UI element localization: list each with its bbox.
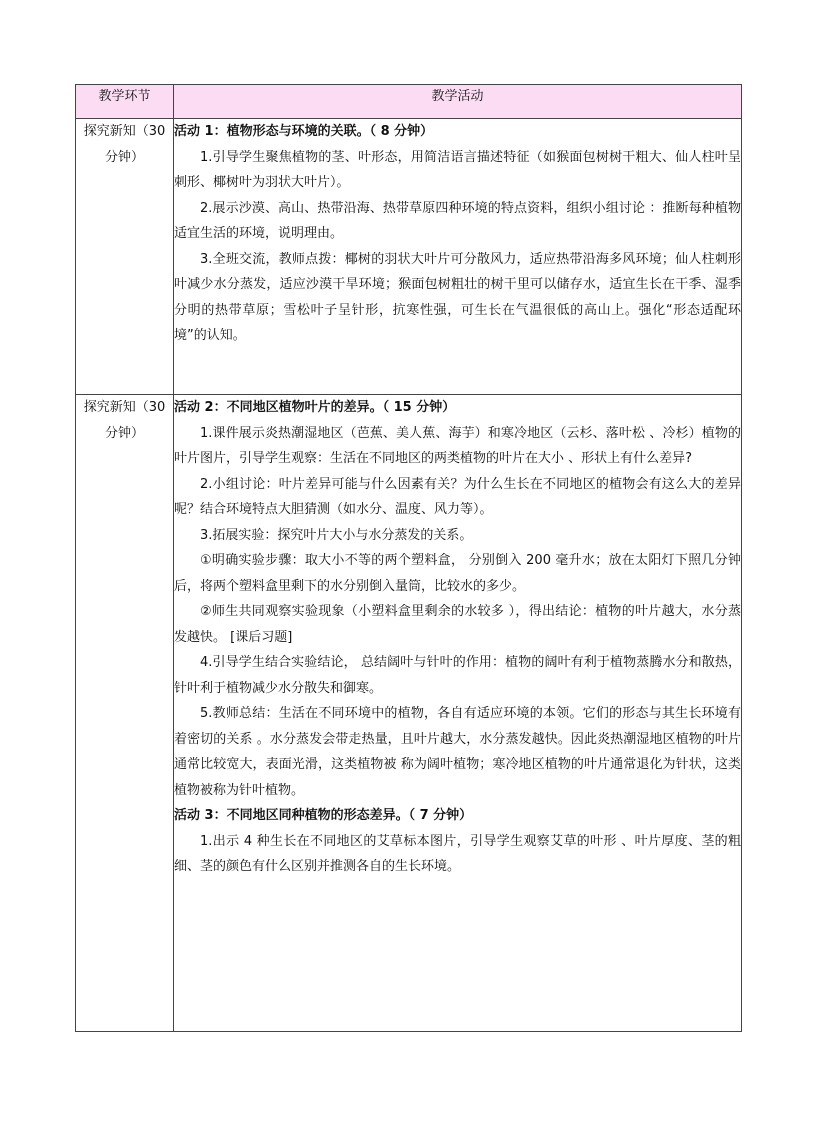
table-header-row [76, 85, 742, 119]
activity-cell [174, 119, 742, 395]
activity-paragraph: 1.引导学生聚焦植物的茎、叶形态，用简洁语言描述特征（如猴面包树树干粗大、仙人柱叶呈刺形、椰树叶为羽状大叶片）。 [174, 149, 741, 190]
stage-cell: 探究新知（30 分钟） [76, 119, 174, 395]
activity-title: 活动 3：不同地区同种植物的形态差异。（ 7 分钟） [174, 808, 473, 823]
header-activity: 教学活动 [174, 85, 742, 119]
table-row [76, 395, 742, 1032]
activity-paragraph: 2.展示沙漠、高山、热带沿海、热带草原四种环境的特点资料，组织小组讨论 ：推断每种植物适宜生活的环境，说明理由。 [174, 200, 741, 241]
header-stage: 教学环节 [76, 85, 174, 119]
activity-paragraph: ②师生共同观察实验现象（小塑料盒里剩余的水较多 ），得出结论：植物的叶片越大，水分蒸发越快。 [课后习题] [174, 604, 741, 645]
stage-cell: 探究新知（30 分钟） [76, 395, 174, 1032]
activity-paragraph: 2.小组讨论：叶片差异可能与什么因素有关？为什么生长在不同地区的植物会有这么大的差异呢？结合环境特点大胆猜测（如水分、温度、风力等）。 [174, 476, 741, 517]
activity-paragraph: ①明确实验步骤：取大小不等的两个塑料盒， 分别倒入 200 毫升水；放在太阳灯下照几分钟后，将两个塑料盒里剩下的水分别倒入量筒，比较水的多少。 [174, 553, 741, 594]
table-row [76, 119, 742, 395]
activity-paragraph: 3.全班交流，教师点拨：椰树的羽状大叶片可分散风力，适应热带沿海多风环境；仙人柱刺形叶减少水分蒸发，适应沙漠干旱环境；猴面包树粗壮的树干里可以储存水，适宜生长在干季、湿季分明的热带草原；雪松叶子呈针形，抗寒性强，可生长在气温很低的高山上。强化“形态适配环境”的认知。 [174, 251, 741, 343]
activity-paragraph: 3.拓展实验：探究叶片大小与水分蒸发的关系。 [200, 527, 473, 543]
activity-title: 活动 1：植物形态与环境的关联。（ 8 分钟） [174, 124, 434, 139]
activity-cell [174, 395, 742, 1032]
activity-paragraph: 4.引导学生结合实验结论， 总结阔叶与针叶的作用：植物的阔叶有利于植物蒸腾水分和散热，针叶利于植物减少水分散失和御寒。 [174, 655, 741, 696]
activity-title: 活动 2：不同地区植物叶片的差异。（ 15 分钟） [174, 400, 456, 415]
activity-paragraph: 1.课件展示炎热潮湿地区（芭蕉、美人蕉、海芋）和寒冷地区（云杉、落叶松 、冷杉）植物的叶片图片，引导学生观察：生活在不同地区的两类植物的叶片在大小 、形状上有什么差异? [174, 425, 741, 466]
activity-paragraph: 1.出示 4 种生长在不同地区的艾草标本图片，引导学生观察艾草的叶形 、叶片厚度、茎的粗细、茎的颜色有什么区别并推测各自的生长环境。 [174, 833, 741, 874]
activity-paragraph: 5.教师总结：生活在不同环境中的植物，各自有适应环境的本领。它们的形态与其生长环境有着密切的关系 。水分蒸发会带走热量，且叶片越大，水分蒸发越快。因此炎热潮湿地区植物的叶片通常比较宽大，表面光滑，这类植物被 称为阔叶植物；寒冷地区植物的叶片通常退化为针状，这类植物被称为针叶植物。 [174, 706, 741, 798]
lesson-plan-table [75, 84, 742, 1032]
